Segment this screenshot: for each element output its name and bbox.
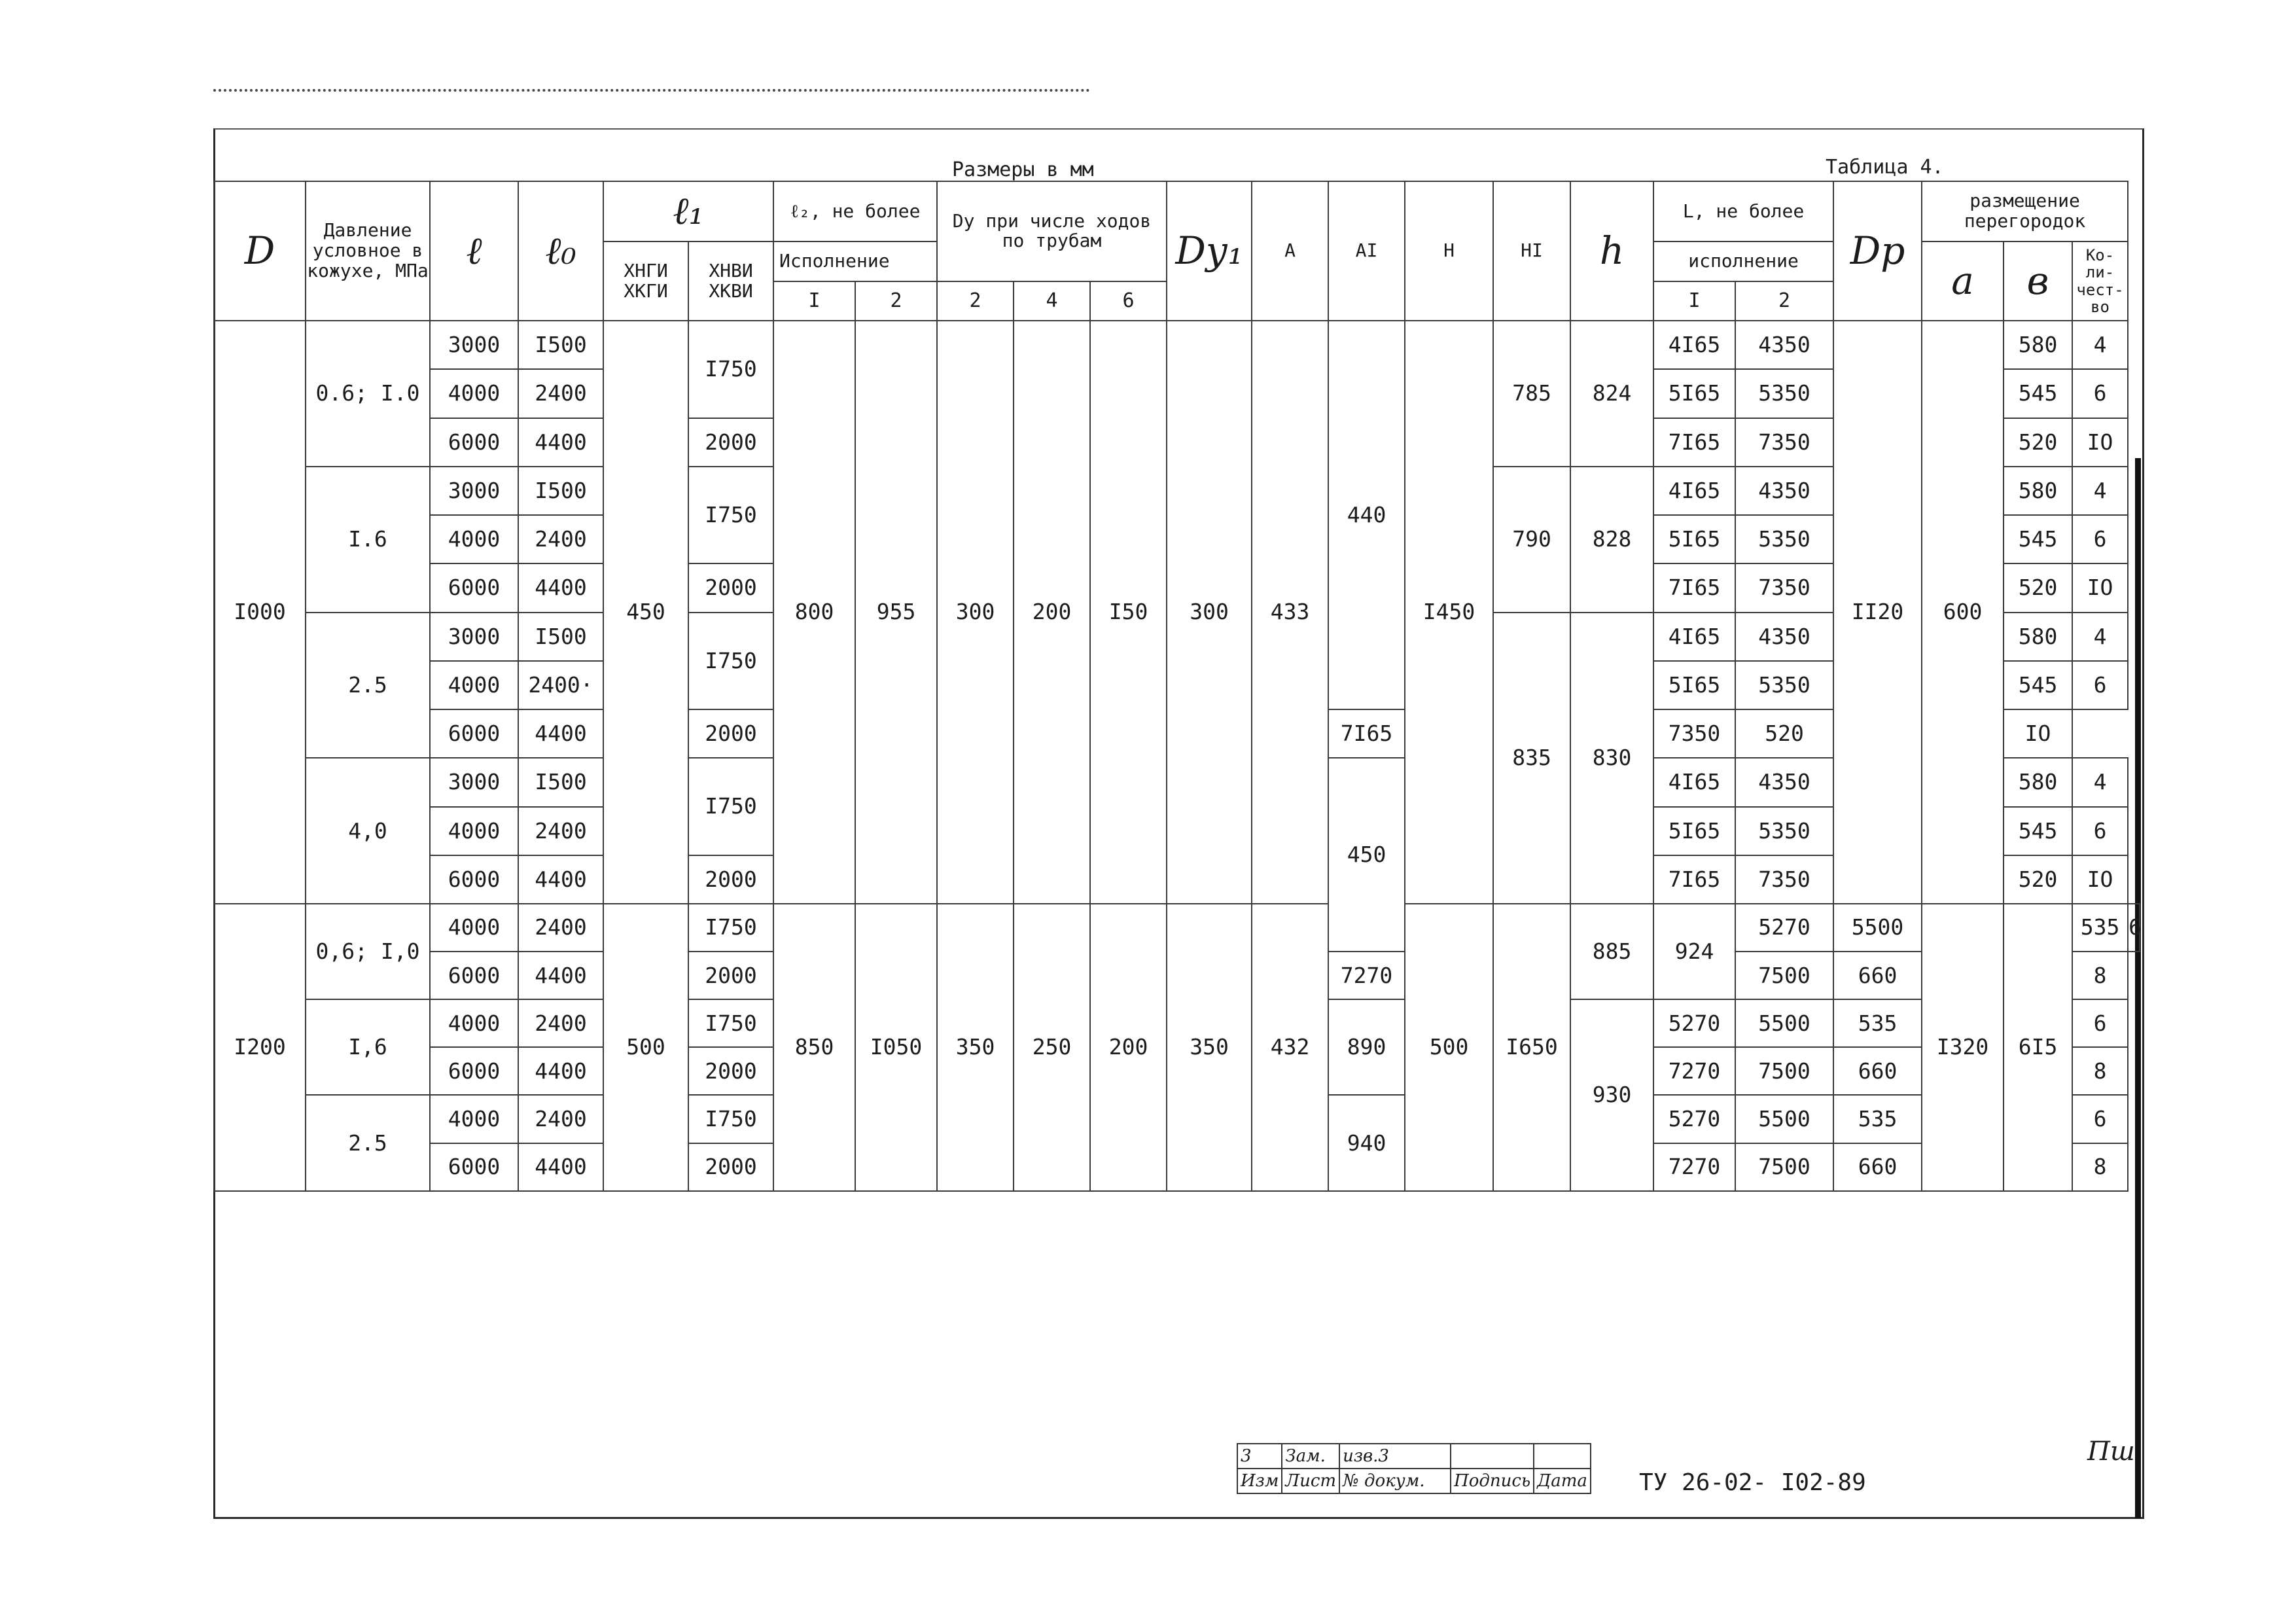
- col-L-1: I: [1653, 281, 1735, 321]
- cell-l0: 2400: [518, 369, 603, 418]
- cell-b: 545: [2004, 369, 2072, 418]
- units-note: Размеры в мм: [952, 158, 1094, 181]
- cell-l1-b: 2000: [688, 709, 773, 758]
- cell-dy1: 350: [1167, 904, 1252, 1191]
- cell-l0: 2400: [518, 807, 603, 855]
- cell-l: 4000: [430, 999, 518, 1047]
- cell-a: 6I5: [2004, 904, 2072, 1191]
- cell-qty: 6: [2072, 369, 2128, 418]
- cell-b: 535: [2072, 904, 2128, 952]
- cell-h: 924: [1653, 904, 1735, 999]
- cell-dy-2: 350: [937, 904, 1014, 1191]
- cell-L1: 5270: [1735, 904, 1833, 952]
- col-D: D: [214, 181, 306, 321]
- col-H1: НI: [1493, 181, 1570, 321]
- cell-l: 6000: [430, 563, 518, 612]
- revision-grid: [1237, 1443, 1591, 1494]
- cell-L2: 5350: [1735, 661, 1833, 709]
- cell-l: 4000: [430, 661, 518, 709]
- cell-dy-6: 200: [1090, 904, 1167, 1191]
- cell-l: 4000: [430, 369, 518, 418]
- cell-b: 520: [1735, 709, 1833, 758]
- cell-L2: 7500: [1735, 1143, 1833, 1191]
- cell-l0: 2400: [518, 999, 603, 1047]
- col-A: А: [1252, 181, 1328, 321]
- cell-L2: 4350: [1735, 467, 1833, 515]
- cell-h: 824: [1570, 321, 1653, 467]
- cell-l: 4000: [430, 904, 518, 952]
- cell-qty: 6: [2072, 515, 2128, 563]
- cell-L1: 4I65: [1653, 758, 1735, 806]
- cell-l: 6000: [430, 709, 518, 758]
- cell-l0: I500: [518, 467, 603, 515]
- cell-A: 432: [1252, 904, 1328, 1191]
- col-l0: ℓ₀: [518, 181, 603, 321]
- spec-table: [213, 181, 2140, 1192]
- cell-L2: 5500: [1833, 904, 1922, 952]
- col-l: ℓ: [430, 181, 518, 321]
- cell-l1-b: 2000: [688, 418, 773, 467]
- cell-l1-b: I750: [688, 1095, 773, 1143]
- cell-b: 535: [1833, 1095, 1922, 1143]
- cell-pressure: 2.5: [306, 1095, 430, 1191]
- col-l1-b: ХНВИ ХКВИ: [688, 241, 773, 321]
- cell-qty: IO: [2072, 418, 2128, 467]
- cell-dy-4: 200: [1014, 321, 1090, 904]
- cell-A1: 440: [1328, 321, 1405, 709]
- cell-b: 580: [2004, 758, 2072, 806]
- rev-signature: [1451, 1444, 1534, 1469]
- cell-b: 520: [2004, 855, 2072, 904]
- cell-b: 545: [2004, 661, 2072, 709]
- cell-L1: 4I65: [1653, 321, 1735, 369]
- cell-l: 6000: [430, 418, 518, 467]
- cell-b: 520: [2004, 563, 2072, 612]
- cell-L1: 4I65: [1653, 613, 1735, 661]
- cell-L2: 5350: [1735, 807, 1833, 855]
- col-dy: Dу при числе ходов по трубам: [937, 181, 1167, 281]
- cell-l0: 4400: [518, 563, 603, 612]
- cell-b: 580: [2004, 467, 2072, 515]
- col-l1-a: ХНГИ ХКГИ: [603, 241, 688, 321]
- cell-H1: 890: [1328, 999, 1405, 1095]
- col-l1: ℓ₁: [603, 181, 773, 241]
- cell-H: I450: [1405, 321, 1493, 904]
- rev-notice: изв.3: [1339, 1444, 1451, 1469]
- cell-l0: 4400: [518, 1143, 603, 1191]
- col-b: в: [2004, 241, 2072, 321]
- col-A1: АI: [1328, 181, 1405, 321]
- cell-h: 828: [1570, 467, 1653, 613]
- cell-l0: 4400: [518, 952, 603, 999]
- cell-qty: 6: [2072, 661, 2128, 709]
- cell-qty: 8: [2072, 1047, 2128, 1095]
- cell-l1-b: I750: [688, 904, 773, 952]
- cell-H1: 790: [1493, 467, 1570, 613]
- cell-h: 830: [1570, 613, 1653, 904]
- cell-b: 535: [1833, 999, 1922, 1047]
- cell-l0: 4400: [518, 418, 603, 467]
- cell-l1-b: I750: [688, 613, 773, 709]
- cell-b: 580: [2004, 613, 2072, 661]
- sheet-mark: Пш: [2087, 1436, 2135, 1467]
- label-doc-number: № докум.: [1339, 1469, 1451, 1493]
- col-Dp: Dр: [1833, 181, 1922, 321]
- cell-l: 3000: [430, 321, 518, 369]
- col-dy-4: 4: [1014, 281, 1090, 321]
- cell-l1-b: 2000: [688, 952, 773, 999]
- cell-H: I650: [1493, 904, 1570, 1191]
- cell-l0: I500: [518, 613, 603, 661]
- cell-L2: 4350: [1735, 321, 1833, 369]
- label-date: Дата: [1534, 1469, 1591, 1493]
- cell-qty: 4: [2072, 467, 2128, 515]
- cell-H1: 940: [1328, 1095, 1405, 1191]
- cell-pressure: 2.5: [306, 613, 430, 758]
- cell-l: 3000: [430, 467, 518, 515]
- cell-l: 3000: [430, 613, 518, 661]
- top-dotted-rule: [213, 89, 1090, 92]
- cell-L2: 7500: [1735, 1047, 1833, 1095]
- cell-l1-b: I750: [688, 758, 773, 855]
- cell-b: 660: [1833, 1143, 1922, 1191]
- col-h: h: [1570, 181, 1653, 321]
- col-H: Н: [1405, 181, 1493, 321]
- cell-L2: 5350: [1735, 515, 1833, 563]
- cell-l0: 4400: [518, 855, 603, 904]
- cell-l0: 2400·: [518, 661, 603, 709]
- cell-L2: 4350: [1735, 613, 1833, 661]
- cell-L1: 7270: [1328, 952, 1405, 999]
- cell-qty: IO: [2004, 709, 2072, 758]
- cell-l: 6000: [430, 1143, 518, 1191]
- col-L-2: 2: [1735, 281, 1833, 321]
- col-dy-2: 2: [937, 281, 1014, 321]
- cell-b: 520: [2004, 418, 2072, 467]
- cell-qty: 6: [2072, 999, 2128, 1047]
- cell-L2: 5500: [1735, 1095, 1833, 1143]
- col-qty: Ко-ли-чест-во: [2072, 241, 2128, 321]
- cell-a: 600: [1922, 321, 2004, 904]
- cell-L1: 5I65: [1653, 807, 1735, 855]
- cell-qty: 4: [2072, 758, 2128, 806]
- cell-l: 4000: [430, 1095, 518, 1143]
- cell-L2: 5350: [1735, 369, 1833, 418]
- cell-b: 580: [2004, 321, 2072, 369]
- cell-dy1: 300: [1167, 321, 1252, 904]
- cell-qty: 4: [2072, 321, 2128, 369]
- cell-L1: 7I65: [1653, 563, 1735, 612]
- cell-L2: 7500: [1735, 952, 1833, 999]
- cell-l1-b: 2000: [688, 563, 773, 612]
- col-l2-1: I: [773, 281, 855, 321]
- cell-b: 545: [2004, 515, 2072, 563]
- cell-l: 4000: [430, 807, 518, 855]
- col-dy-6: 6: [1090, 281, 1167, 321]
- cell-l1-a: 500: [603, 904, 688, 1191]
- cell-l1-b: 2000: [688, 1143, 773, 1191]
- cell-L1: 7270: [1653, 1047, 1735, 1095]
- cell-l1-b: I750: [688, 999, 773, 1047]
- col-L: L, не более: [1653, 181, 1833, 241]
- cell-l0: 2400: [518, 1095, 603, 1143]
- cell-qty: IO: [2072, 563, 2128, 612]
- cell-b: 660: [1833, 1047, 1922, 1095]
- cell-L2: 4350: [1735, 758, 1833, 806]
- cell-pressure: I.6: [306, 467, 430, 613]
- cell-L1: 5270: [1653, 1095, 1735, 1143]
- cell-L1: 7I65: [1653, 855, 1735, 904]
- title-block: [1237, 1436, 2140, 1515]
- cell-L2: 7350: [1735, 855, 1833, 904]
- rev-number: 3: [1237, 1444, 1282, 1469]
- cell-l1-b: I750: [688, 467, 773, 563]
- cell-qty: 6: [2072, 1095, 2128, 1143]
- rev-date: [1534, 1444, 1591, 1469]
- cell-L2: 5500: [1735, 999, 1833, 1047]
- cell-l0: 2400: [518, 515, 603, 563]
- cell-L2: 7350: [1653, 709, 1735, 758]
- col-a: a: [1922, 241, 2004, 321]
- cell-D: I200: [214, 904, 306, 1191]
- cell-l1-b: 2000: [688, 855, 773, 904]
- col-baffles: размещение перегородок: [1922, 181, 2128, 241]
- label-list: Лист: [1282, 1469, 1339, 1493]
- cell-l0: I500: [518, 758, 603, 806]
- cell-qty: 6: [2128, 904, 2140, 952]
- col-L-exec: исполнение: [1653, 241, 1833, 281]
- table-label: Таблица 4.: [1826, 156, 1944, 179]
- cell-l0: I500: [518, 321, 603, 369]
- cell-l0: 4400: [518, 709, 603, 758]
- label-signature: Подпись: [1451, 1469, 1534, 1493]
- cell-b: 545: [2004, 807, 2072, 855]
- cell-qty: 6: [2072, 807, 2128, 855]
- cell-l1-b: I750: [688, 321, 773, 418]
- col-l2: ℓ₂, не более: [773, 181, 937, 241]
- cell-L1: 5I65: [1653, 661, 1735, 709]
- cell-H1: 785: [1493, 321, 1570, 467]
- cell-Dp: I320: [1922, 904, 2004, 1191]
- cell-qty: 8: [2072, 952, 2128, 999]
- cell-l0: 2400: [518, 904, 603, 952]
- cell-pressure: 0.6; I.0: [306, 321, 430, 467]
- cell-H1: 885: [1570, 904, 1653, 999]
- cell-pressure: 0,6; I,0: [306, 904, 430, 999]
- cell-l2-2: 955: [855, 321, 937, 904]
- cell-qty: 8: [2072, 1143, 2128, 1191]
- cell-l: 6000: [430, 855, 518, 904]
- cell-qty: IO: [2072, 855, 2128, 904]
- cell-L1: 5I65: [1653, 515, 1735, 563]
- cell-H1: 835: [1493, 613, 1570, 904]
- cell-l0: 4400: [518, 1047, 603, 1095]
- label-izm: Изм: [1237, 1469, 1282, 1493]
- cell-l1-a: 450: [603, 321, 688, 904]
- cell-dy-6: I50: [1090, 321, 1167, 904]
- cell-qty: 4: [2072, 613, 2128, 661]
- col-l2-2: 2: [855, 281, 937, 321]
- cell-D: I000: [214, 321, 306, 904]
- cell-L1: 5270: [1653, 999, 1735, 1047]
- cell-dy-4: 250: [1014, 904, 1090, 1191]
- cell-L1: 7I65: [1653, 418, 1735, 467]
- cell-L1: 7270: [1653, 1143, 1735, 1191]
- cell-A1: 500: [1405, 904, 1493, 1191]
- cell-l: 4000: [430, 515, 518, 563]
- cell-dy-2: 300: [937, 321, 1014, 904]
- cell-b: 660: [1833, 952, 1922, 999]
- cell-A: 433: [1252, 321, 1328, 904]
- cell-L2: 7350: [1735, 418, 1833, 467]
- col-dy1: Dу₁: [1167, 181, 1252, 321]
- cell-l2-2: I050: [855, 904, 937, 1191]
- cell-l2-1: 850: [773, 904, 855, 1191]
- cell-pressure: 4,0: [306, 758, 430, 904]
- document-code: ТУ 26-02- I02-89: [1639, 1469, 1866, 1496]
- cell-h: 930: [1570, 999, 1653, 1191]
- cell-L1: 7I65: [1328, 709, 1405, 758]
- cell-l2-1: 800: [773, 321, 855, 904]
- cell-pressure: I,6: [306, 999, 430, 1095]
- cell-L2: 7350: [1735, 563, 1833, 612]
- col-pressure: Давление условное в кожухе, МПа: [306, 181, 430, 321]
- cell-L1: 4I65: [1653, 467, 1735, 515]
- cell-l1-b: 2000: [688, 1047, 773, 1095]
- cell-l: 3000: [430, 758, 518, 806]
- cell-A1: 450: [1328, 758, 1405, 952]
- cell-l: 6000: [430, 1047, 518, 1095]
- cell-L1: 5I65: [1653, 369, 1735, 418]
- rev-change: Зам.: [1282, 1444, 1339, 1469]
- cell-l: 6000: [430, 952, 518, 999]
- cell-Dp: II20: [1833, 321, 1922, 904]
- col-l2-exec: Исполнение: [773, 241, 937, 281]
